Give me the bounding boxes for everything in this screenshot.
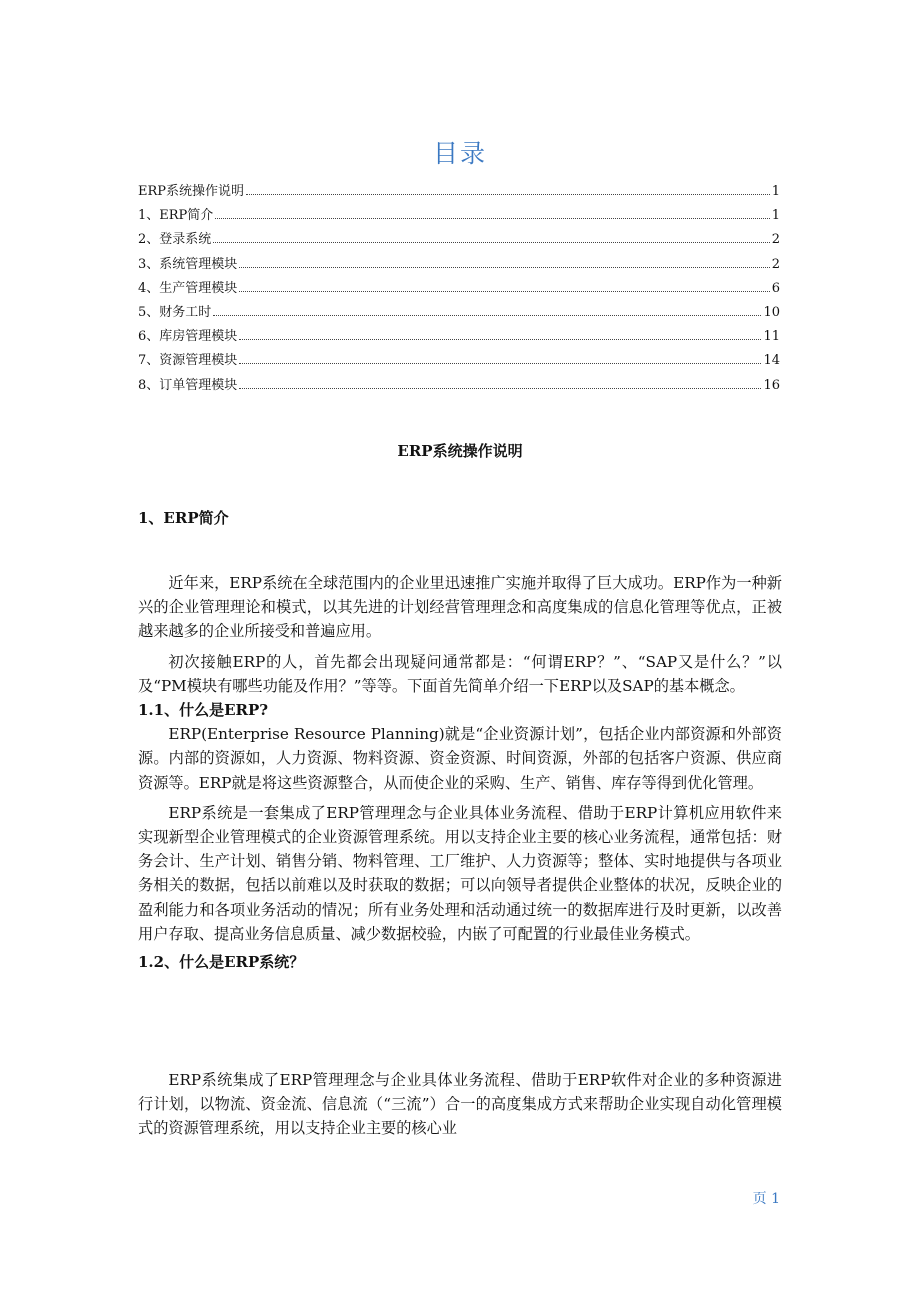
toc-entry-page: 2 <box>771 256 780 272</box>
toc-leader-dots <box>239 339 761 340</box>
paragraph: 初次接触ERP的人，首先都会出现疑问通常都是：“何谓ERP？”、“SAP又是什么？”以及“PM模块有哪些功能及作用？”等等。下面首先简单介绍一下ERP以及SAP的基本概念。 <box>138 652 782 695</box>
toc-entry-page: 6 <box>771 280 780 296</box>
toc-entry[interactable] <box>138 349 780 373</box>
toc-leader-dots <box>213 242 769 243</box>
table-of-contents <box>138 180 780 398</box>
subsection-heading-what-is-erp: 1.1、什么是ERP? <box>138 701 269 720</box>
body-text <box>138 571 782 974</box>
toc-entry-page: 11 <box>763 329 780 345</box>
toc-leader-dots <box>239 291 769 292</box>
toc-entry[interactable] <box>138 374 780 398</box>
toc-entry[interactable] <box>138 180 780 204</box>
toc-entry[interactable] <box>138 204 780 228</box>
subsection-heading-what-is-erp-system: 1.2、什么是ERP系统？ <box>138 953 305 972</box>
toc-leader-dots <box>213 315 761 316</box>
toc-leader-dots <box>239 363 761 364</box>
toc-entry-label: 5、财务工时 <box>138 304 212 320</box>
toc-entry[interactable] <box>138 325 780 349</box>
toc-entry-page: 10 <box>763 304 780 320</box>
toc-entry[interactable] <box>138 253 780 277</box>
toc-entry-page: 2 <box>771 232 780 248</box>
paragraph: ERP系统是一套集成了ERP管理理念与企业具体业务流程、借助于ERP计算机应用软件来实现新型企业管理模式的企业资源管理系统。用以支持企业主要的核心业务流程，通常包括：财务会计、生产计划、销售分销、物料管理、工厂维护、人力资源等；整体、实时地提供与各项业务相关的数据，包括以前难以及时获取的数据；可以向领导者提供企业整体的状况，反映企业的盈利能力和各项业务活动的情况；所有业务处理和活动通过统一的数据库进行及时更新，以改善用户存取、提高业务信息质量、减少数据校验，内嵌了可配置的行业最佳业务模式。 <box>138 803 782 943</box>
paragraph: ERP系统集成了ERP管理理念与企业具体业务流程、借助于ERP软件对企业的多种资源进行计划，以物流、资金流、信息流（“三流”）合一的高度集成方式来帮助企业实现自动化管理模式的资源管理系统，用以支持企业主要的核心业 <box>138 1071 782 1138</box>
paragraph: 近年来，ERP系统在全球范围内的企业里迅速推广实施并取得了巨大成功。ERP作为一种新兴的企业管理理论和模式，以其先进的计划经营管理理念和高度集成的信息化管理等优点，正被越来越多的企业所接受和普遍应用。 <box>138 574 782 641</box>
toc-entry-label: 1、ERP简介 <box>138 208 214 224</box>
section-heading-erp-intro: 1、ERP简介 <box>138 509 229 527</box>
body-text-continued <box>138 1068 782 1141</box>
document-title: ERP系统操作说明 <box>397 442 523 460</box>
toc-entry-page: 14 <box>763 353 780 369</box>
toc-entry[interactable] <box>138 301 780 325</box>
toc-leader-dots <box>239 267 769 268</box>
toc-title: 目录 <box>432 139 487 168</box>
toc-entry-label: 8、订单管理模块 <box>138 377 238 393</box>
toc-entry-page: 1 <box>771 208 780 224</box>
toc-entry-page: 1 <box>771 184 780 199</box>
toc-entry[interactable] <box>138 228 780 252</box>
toc-entry-label: 2、登录系统 <box>138 232 212 248</box>
toc-entry[interactable] <box>138 277 780 301</box>
toc-entry-label: 7、资源管理模块 <box>138 353 238 369</box>
toc-entry-label: 6、库房管理模块 <box>138 329 238 345</box>
toc-entry-label: 4、生产管理模块 <box>138 280 238 296</box>
paragraph: ERP(Enterprise Resource Planning)就是“企业资源计划”，包括企业内部资源和外部资源。内部的资源如，人力资源、物料资源、资金资源、时间资源，外部的包括客户资源、供应商资源等。ERP就是将这些资源整合，从而使企业的采购、生产、销售、库存等得到优化管理。 <box>138 725 782 792</box>
toc-entry-label: 3、系统管理模块 <box>138 256 238 272</box>
page-number: 页 1 <box>752 1191 780 1207</box>
toc-leader-dots <box>215 218 769 219</box>
toc-entry-label: ERP系统操作说明 <box>138 184 245 199</box>
toc-leader-dots <box>239 388 761 389</box>
toc-entry-page: 16 <box>763 377 780 393</box>
toc-leader-dots <box>246 194 770 195</box>
